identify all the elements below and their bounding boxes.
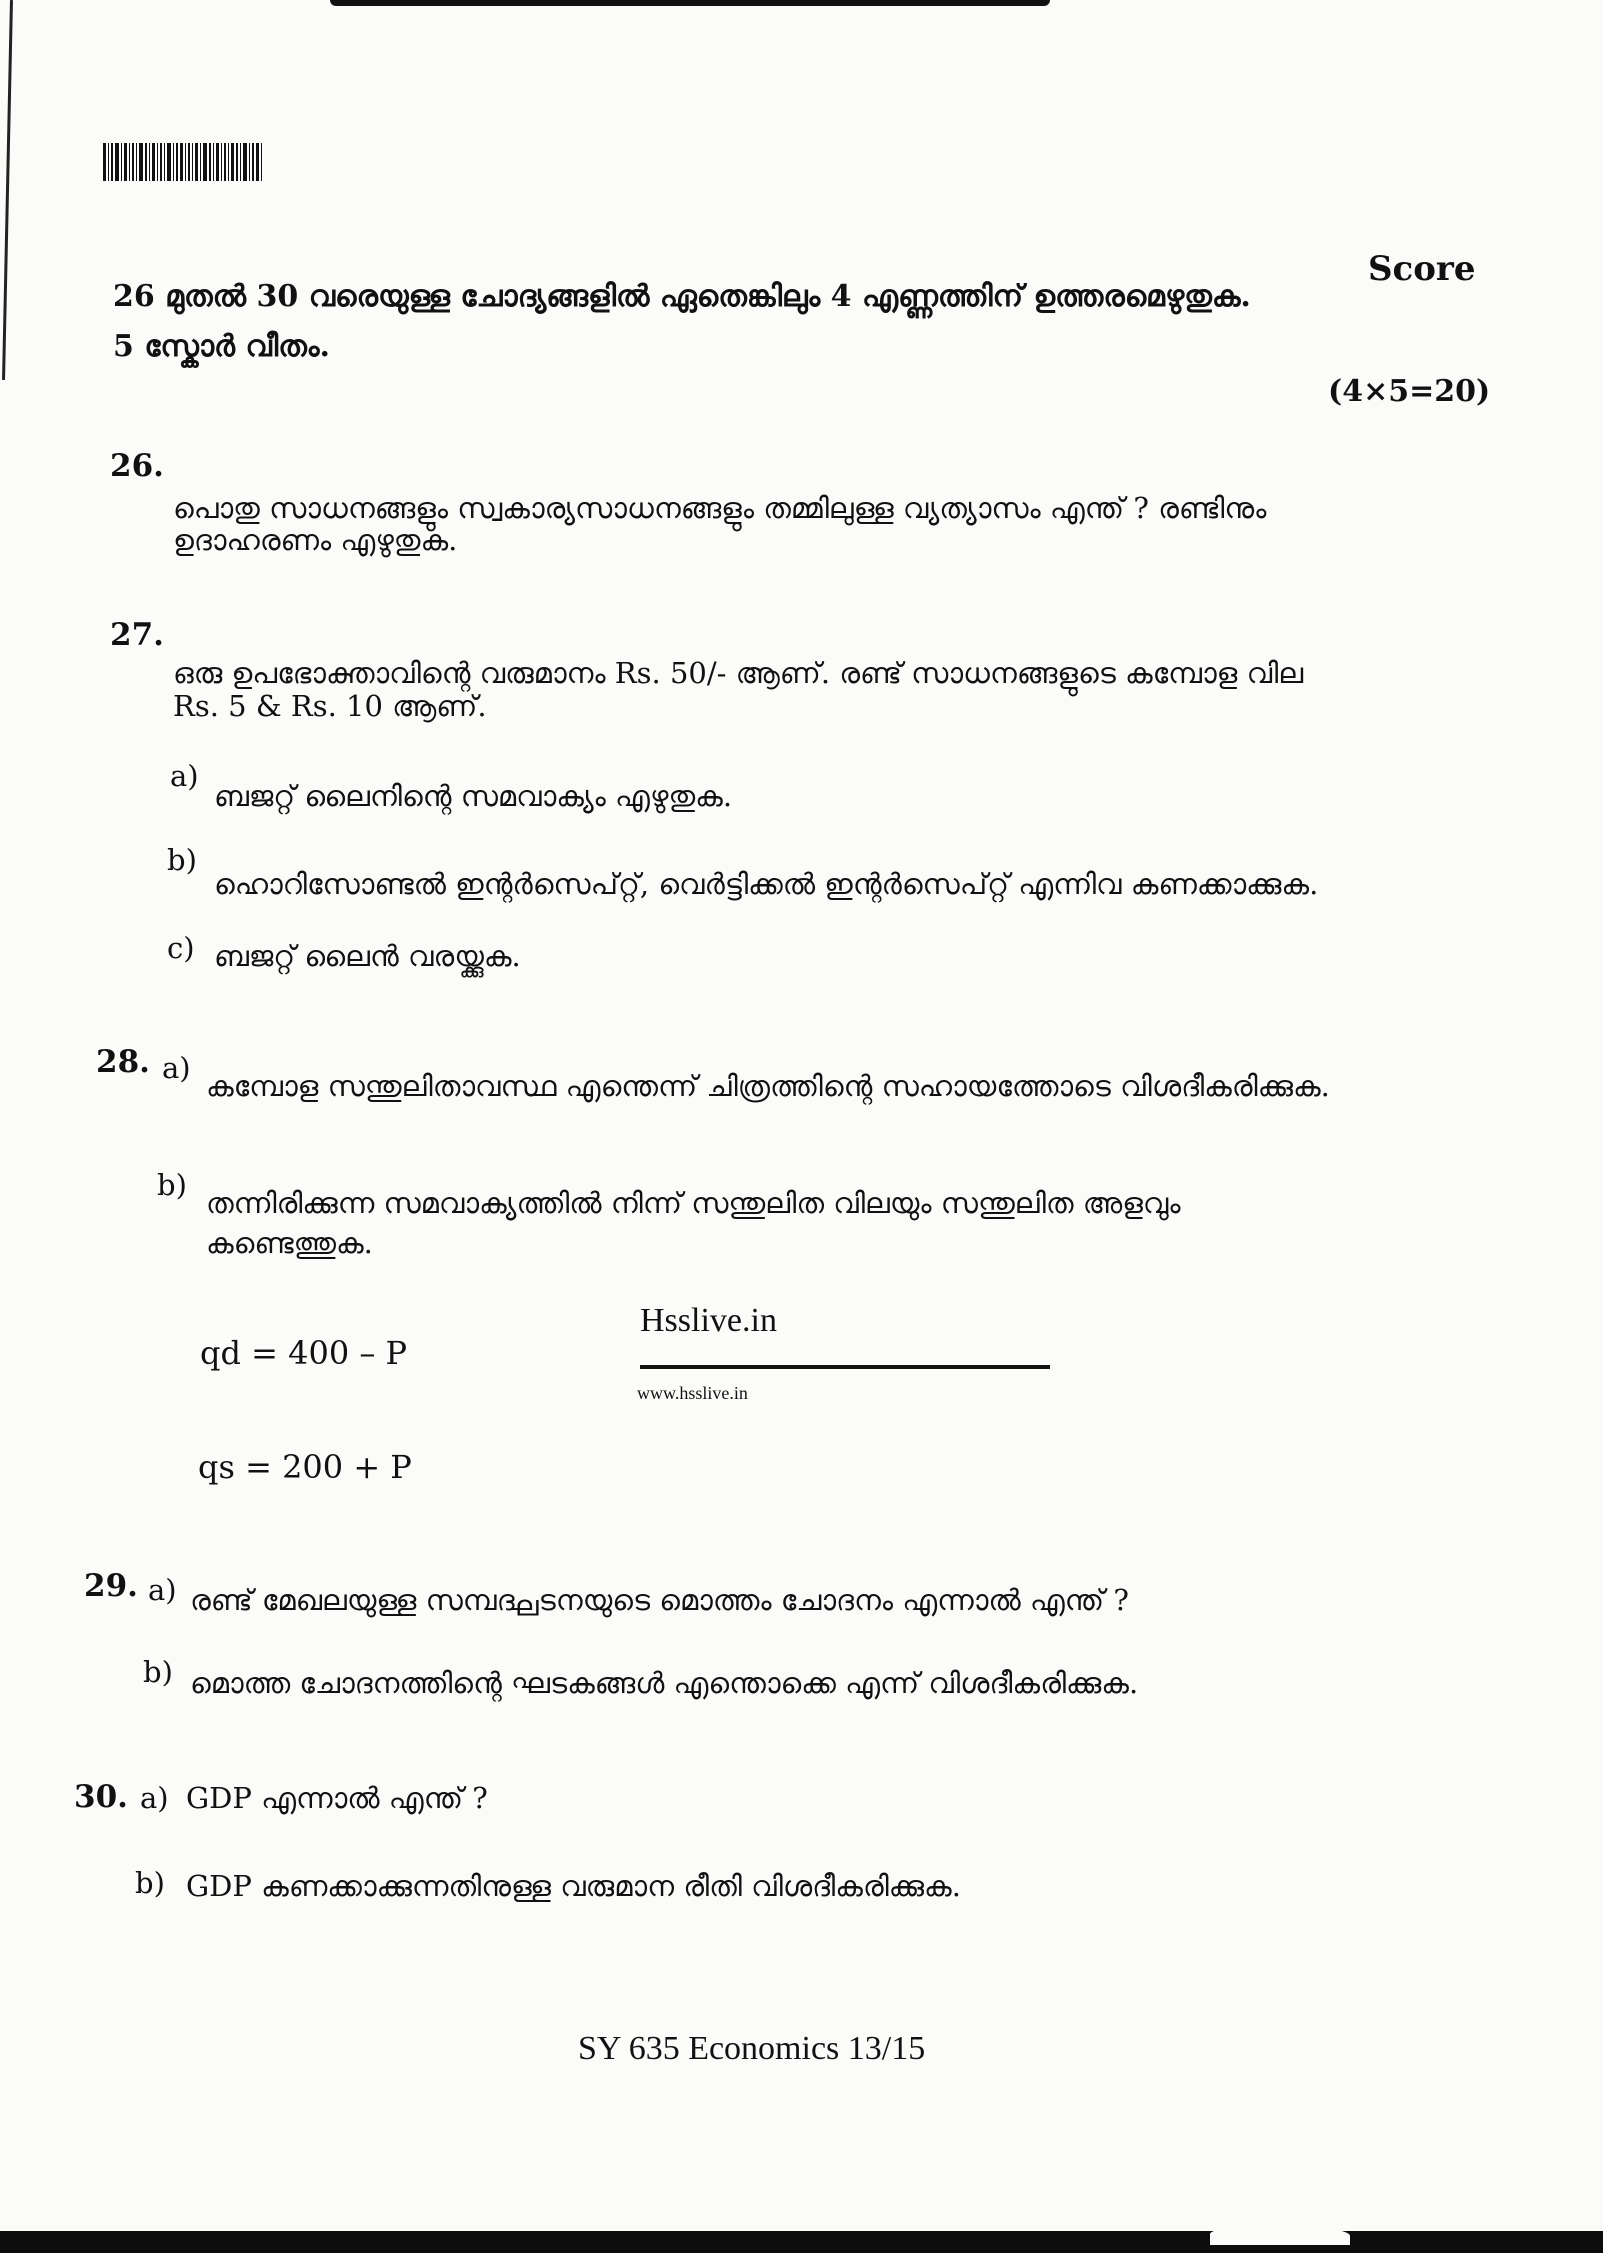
part-text: ഹൊറിസോണ്ടൽ ഇന്റർസെപ്റ്റ്, വെർട്ടിക്കൽ ഇന്റർസെപ്റ്റ് എന്നിവ കണക്കാക്കുക. — [214, 867, 1319, 901]
scan-top-mark — [330, 0, 1050, 6]
part-label: b) — [167, 843, 197, 877]
question-number: 28. — [96, 1044, 150, 1080]
question-number: 27. — [110, 617, 164, 653]
question-text: പൊതു സാധനങ്ങളും സ്വകാര്യസാധനങ്ങളും തമ്മിലുള്ള വ്യത്യാസം എന്ത് ? രണ്ടിനും — [173, 491, 1267, 525]
part-text: കമ്പോള സന്തുലിതാവസ്ഥ എന്തെന്ന് ചിത്രത്തിന്റെ സഹായത്തോടെ വിശദീകരിക്കുക. — [206, 1069, 1330, 1103]
equation-supply: qs = 200 + P — [198, 1448, 412, 1486]
question-text: Rs. 5 & Rs. 10 ആണ്. — [173, 689, 487, 723]
part-label: b) — [157, 1168, 187, 1202]
part-text: ബജറ്റ് ലൈനിന്റെ സമവാക്യം എഴുതുക. — [214, 779, 733, 813]
watermark-url: www.hsslive.in — [637, 1383, 748, 1403]
part-label: a) — [170, 759, 199, 793]
question-number: 26. — [110, 448, 164, 484]
question-text: ഒരു ഉപഭോക്താവിന്റെ വരുമാനം Rs. 50/- ആണ്. രണ്ട് സാധനങ്ങളുടെ കമ്പോള വില — [173, 656, 1304, 690]
part-text: ബജറ്റ് ലൈൻ വരയ്ക്കുക. — [214, 939, 521, 973]
question-number: 30. — [74, 1779, 128, 1815]
equation-demand: qd = 400 – P — [200, 1334, 408, 1372]
footer-page-label: SY 635 Economics 13/15 — [578, 2030, 926, 2067]
part-label: c) — [167, 931, 195, 965]
question-text: ഉദാഹരണം എഴുതുക. — [173, 523, 458, 557]
part-label: a) — [148, 1573, 177, 1607]
instruction-line-2: 5 സ്കോർ വീതം. — [113, 329, 330, 364]
question-number: 29. — [84, 1568, 138, 1604]
scan-edge — [2, 0, 13, 380]
part-text: രണ്ട് മേഖലയുള്ള സമ്പദ്ഘടനയുടെ മൊത്തം ചോദനം എന്നാൽ എന്ത് ? — [190, 1583, 1129, 1617]
instruction-line-1: 26 മുതൽ 30 വരെയുള്ള ചോദ്യങ്ങളിൽ ഏതെങ്കിലും 4 എണ്ണത്തിന് ഉത്തരമെഴുതുക. — [113, 279, 1251, 314]
barcode — [103, 143, 315, 181]
scan-bottom-edge — [0, 2231, 1603, 2253]
marks-label: (4×5=20) — [1328, 374, 1491, 409]
part-label: b) — [143, 1655, 173, 1689]
part-label: a) — [140, 1781, 169, 1815]
watermark-title: Hsslive.in — [640, 1302, 777, 1339]
scan-tear — [1210, 2225, 1350, 2245]
part-label: a) — [162, 1051, 191, 1085]
part-text: മൊത്ത ചോദനത്തിന്റെ ഘടകങ്ങൾ എന്തൊക്കെ എന്ന് വിശദീകരിക്കുക. — [190, 1666, 1139, 1700]
part-label: b) — [135, 1866, 165, 1900]
watermark-underline — [640, 1365, 1050, 1369]
part-text: കണ്ടെത്തുക. — [206, 1226, 373, 1260]
part-text: GDP കണക്കാക്കുന്നതിനുള്ള വരുമാന രീതി വിശദീകരിക്കുക. — [186, 1869, 961, 1903]
score-label: Score — [1368, 249, 1476, 289]
part-text: GDP എന്നാൽ എന്ത് ? — [186, 1781, 488, 1815]
part-text: തന്നിരിക്കുന്ന സമവാക്യത്തിൽ നിന്ന് സന്തുലിത വിലയും സന്തുലിത അളവും — [206, 1186, 1181, 1220]
